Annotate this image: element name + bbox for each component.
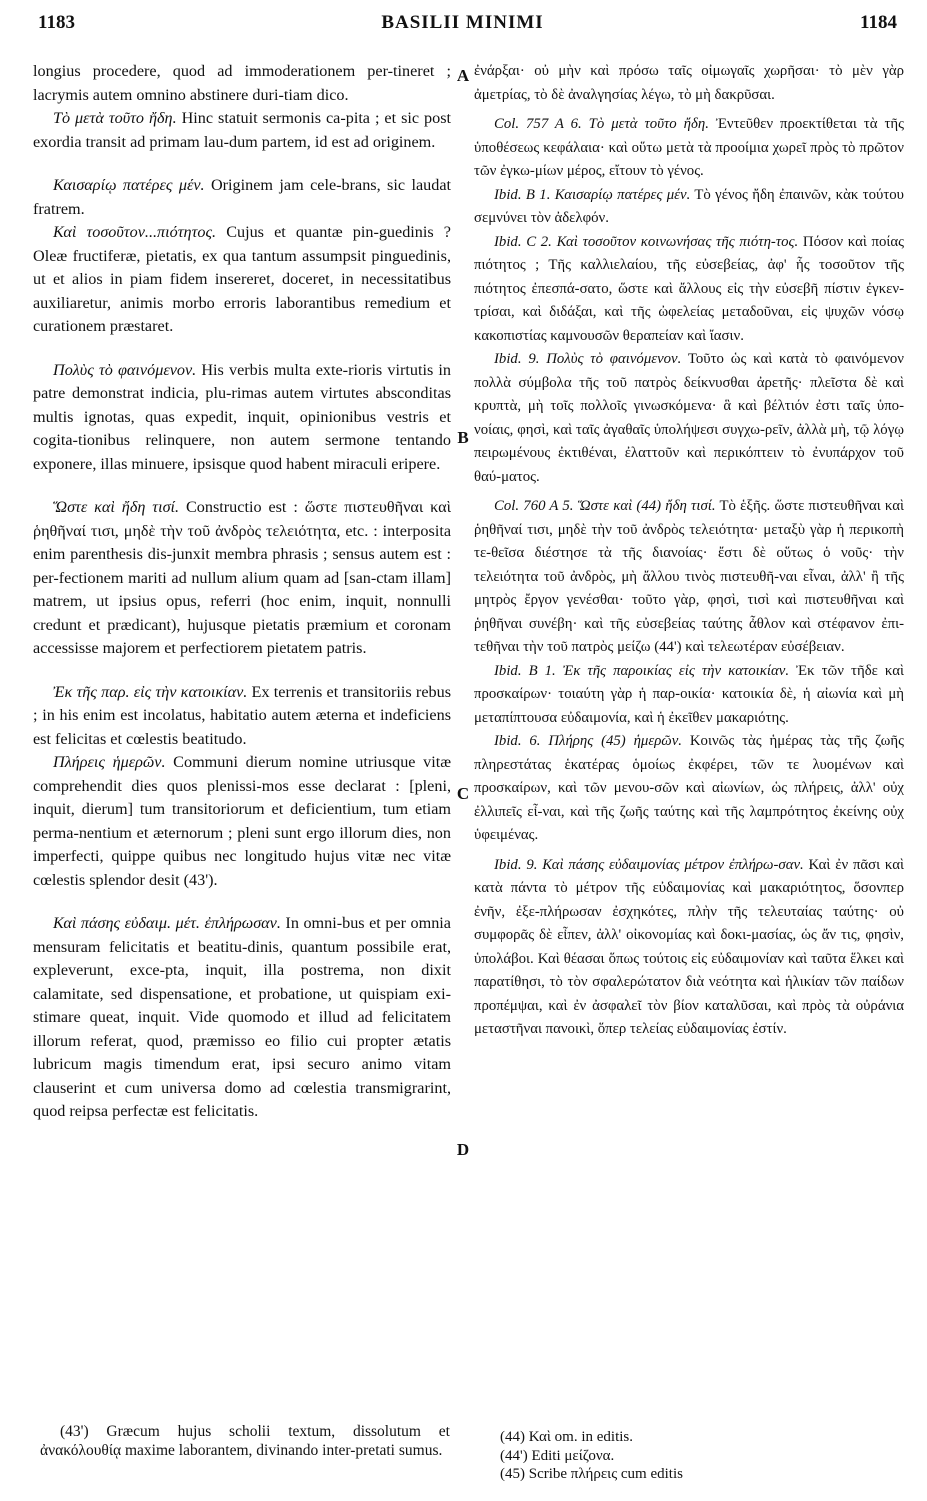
section-marker-b: B [457,428,469,447]
greek-paragraph: Ibid. C 2. Καὶ τοσοῦτον κοινωνήσας τῆς πιότη-τος. Πόσον καὶ ποίας πιότητος ; Τῆς καλλιελαίου, τῆς εὐσεβείας, ἀφ' ἧς τοσοῦτον τῆς πιότητος ἐπεσπά-σατο, ὥστε καὶ ἄλλους εἰς τὴν εὐσεβῆ πίστιν ἐγκεν-τρίσαι, καὶ διδάξαι, καὶ τῆς ὠφελείας μεταδοῦναι, εἰς ψυχῶν νόσῳ κακοπιστίας καμνουσῶν θεραπείαν καὶ ἴασιν. [474,233,904,344]
footnote: (44') Editi μείζονα. [500,1447,615,1464]
latin-column [33,60,451,1124]
footnote: (43') Græcum hujus scholii textum, dissolutum et ἀνακόλουθίᾳ maxime laborantem, divinando inter-pretati sumus. [40,1423,450,1459]
greek-paragraph: Ibid. 9. Καὶ πάσης εὐδαιμονίας μέτρον ἐπλήρω-σαν. Καὶ ἐν πᾶσι καὶ κατὰ πάντα τὸ μέτρον τῆς εὐδαιμονίας καὶ μακαριότητος, ὅσονπερ ἐνῆν, ἐξε-πλήρωσαν ἐσχηκότες, πλὴν τῆς τελευταίας ταύτης· οὐ συμφορᾶς δὲ εἶπεν, ἀλλ' οἰκονομίας καὶ δοκι-μασίας, ὡς ἄν τις, φησὶν, ὑπολάβοι. Καὶ θέασαι ὅπως τούτοις εἰς εὐδαιμονίαν καὶ ταῦτα ἕλκει καὶ παρατίθησι, τὸ τὸν σφαλερώτατον διὰ νεότητα καὶ ἡλικίαν τῶν παίδων προπέμψαι, καὶ ἐν ἀσφαλεῖ τὸν βίον καταλῦσαι, καὶ πρὸς τὰ οὐράνια μεταστῆναι πανοικὶ, ὅπερ τελείας εὐδαιμονίας ἐστίν. [474,856,904,1037]
greek-paragraph: Ibid. B 1. Ἐκ τῆς παροικίας εἰς τὴν κατοικίαν. Ἐκ τῶν τῆδε καὶ προσκαίρων· τοιαύτη γὰρ ἡ παρ-οικία· κατοικία δὲ, ἡ αἰωνία καὶ μὴ μεταπίπτουσα εὐδαιμονία, καὶ ἡ ἐκεῖθεν μακαριότης. [474,662,904,726]
greek-paragraph: Col. 757 A 6. Τὸ μετὰ τοῦτο ἤδη. Ἐντεῦθεν προεκτίθεται τὰ τῆς ὑποθέσεως κεφάλαια· καὶ οὕτω μετὰ τὰ προοίμια χωρεῖ πρὸς τὸ πρῶτον τῶν ἐγκω-μίων μέρος, εἴτουν τὸ γένος. [474,116,904,179]
latin-paragraph: longius procedere, quod ad immoderationem per-tineret ; lacrymis autem omnino abstinere duri-tiam dico. [33,62,451,104]
section-marker-a: A [456,66,470,85]
greek-paragraph: ἐνάρξαι· οὐ μὴν καὶ πρόσω ταῖς οἰμωγαῖς χωρῆσαι· τὸ μὲν γὰρ ἀμετρίας, τὸ δὲ ἀναλγησίας λέγω, τὸ μὴ δακρῦσαι. [474,63,904,103]
latin-paragraph: Καὶ τοσοῦτον...πιότητος. Cujus et quantæ pin-guedinis ? Oleæ fructiferæ, pietatis, ex qua tantum assumpsit pinguedinis, ut et alios in piam fidem insereret, doceret, in necessitatibus auxiliaretur, animis morbo erroris laborantibus remedium et curationem præstaret. [33,223,451,335]
greek-column [474,60,904,1042]
latin-paragraph: Καισαρίῳ πατέρες μέν. Originem jam cele-brans, sic laudat fratrem. [33,176,452,218]
greek-paragraph: Col. 760 A 5. Ὥστε καὶ (44) ἤδη τισί. Τὸ ἑξῆς. ὥστε πιστευθῆναι καὶ ῥηθῆναί τισι, μηδὲ τὴν τοῦ ἀνδρὸς τελειότητα· μεταξὺ γὰρ ἡ περικοπὴ τε-θεῖσα διέστησε τὰ τῆς διανοίας· ἔστι δὲ οὕτως ὁ νοῦς· τὴν τελειότητα τοῦ ἀνδρὸς, μὴ ἄλλου τινὸς πιστευθῆ-ναι εἶναι, ἀλλ' ἢ τῆς μητρὸς ἔργον γενέσθαι· τοῦτο γὰρ, φησὶ, τισὶ καὶ πιστευθῆναι καὶ ῥηθῆναι συνέβη· καὶ τῆς εὐσεβείας ταύτης ἆθλον καὶ στέφανον ἐπι-τεθῆναι τὴν τοῦ πατρὸς μείζω (44') καὶ τελεωτέραν εὐσέβειαν. [474,498,904,655]
right-page-number: 1184 [860,12,897,33]
latin-paragraph: Πολὺς τὸ φαινόμενον. His verbis multa exte-rioris virtutis in patre demonstrat indicia, plu-rimas autem virtutes absconditas multis ignotas, quas expedit, inquit, opinionibus vestris et cogita-tionibus relinquere, non autem sermone tentando exponere, illas minuere, ipsisque quod habent miraculi eripere. [33,360,451,473]
left-page-number: 1183 [38,12,75,33]
greek-paragraph: Ibid. 6. Πλήρης (45) ἡμερῶν. Κοινῶς τὰς ἡμέρας τὰς τῆς ζωῆς πληρεστάτας ἑκατέρας ὁμοίως ἐκφέρει, τῶν τε λυομένων καὶ προσκαίρων, καὶ τῶν μενου-σῶν καὶ αἰωνίων, ὡς πλήρεις, ἀλλ' οὐχ ἐλλιπεῖς εἶ-ναι, καὶ τῆς ζωῆς ταύτης καὶ τῆς λαμπρότητος ἐκείνης οὐχ ὑφειμένας. [474,733,904,843]
latin-paragraph: Ὥστε καὶ ἤδη τισί. Constructio est : ὥστε πιστευθῆναι καὶ ῥηθῆναί τισι, μηδὲ τὴν τοῦ ἀνδρὸς τελειότητα, etc. : interposita enim parenthesis dis-junxit membra phrasis ; sensus autem est : per-fectionem mariti ad nullum alium quam ad [san-ctam illam] matrem, ut ipsius opus, referri (hoc enim, inquit, nonnulli credunt et prædicant), hujusque pietatis præmium et coronam accessisse majorem et perfectiorem pietatem patris. [33,498,452,657]
footnotes-right [500,1428,880,1484]
running-header [28,10,897,40]
greek-paragraph: Ibid. B 1. Καισαρίῳ πατέρες μέν. Τὸ γένος ἤδη ἐπαινῶν, κὰκ τούτου σεμνύνει τὸν ἀδελφόν. [474,186,904,226]
latin-paragraph: Τὸ μετὰ τοῦτο ἤδη. Hinc statuit sermonis ca-pita ; et sic post exordia transit ad primam lau-dum partem, id est ad originem. [33,109,451,151]
footnote: (45) Scribe πλήρεις cum editis [500,1466,683,1482]
section-marker-c: C [456,784,470,803]
running-title: BASILII MINIMI [381,12,544,33]
latin-paragraph: Καὶ πάσης εὐδαιμ. μέτ. ἐπλήρωσαν. In omni-bus et per omnia mensuram felicitatis et beatitu-dinis, quantum possibile erat, expleverunt, exce-pta, inquit, illa postrema, non dixit calamitate, sed dispensatione, et probatione, ut quispiam exi-stimare queat, inquit. Vide quomodo et illud ad felicitatem illorum referat, quod, præmisso eo filio cui propter ætatis lubricum magis timendum erat, ipsi securo animo vitam clauserint et cum universa domo ad cœlestia transmigrarint, quod reipsa perfectæ est felicitatis. [33,914,451,1120]
footnote: (44) Καὶ om. in editis. [500,1429,633,1445]
footnotes-left [40,1422,450,1460]
greek-paragraph: Ibid. 9. Πολὺς τὸ φαινόμενον. Τοῦτο ὡς καὶ κατὰ τὸ φαινόμενον πολλὰ σύμβολα τῆς τοῦ πατρὸς δείκνυσθαι ἀρετῆς· πλεῖστα δὲ καὶ κρυπτὰ, μὴ τοῖς πολλοῖς γινωσκόμενα· ἃ καὶ βέλτιόν ἐστι ταῖς ὑπο-νοίαις, φησὶ, καὶ ταῖς ἀγαθαῖς ὑπολήψεσι συγχω-ρεῖν, ἀλλὰ μὴ, τῷ λόγῳ πειρωμένους ἐκτιθέναι, ἐλαττοῦν καὶ περικόπτειν τὸ ἐνυπάρχον τοῦ θαύ-ματος. [474,351,904,485]
latin-paragraph: Πλήρεις ἡμερῶν. Communi dierum nomine utriusque vitæ comprehendit dies quos plenissi-mos esse declarat : [pleni, inquit, dierum] tum transitoriorum et deficientium, tum etiam perma-nentium et æternorum ; pleni sunt ergo illorum dies, non imperfecti, quippe quibus nec longitudo hujus vitæ nec vitæ cœlestis splendor desit (43'). [33,753,451,889]
latin-paragraph: Ἐκ τῆς παρ. εἰς τὴν κατοικίαν. Ex terrenis et transitoriis rebus ; in his enim est incolatus, habitatio autem æterna et indeficiens est felicitas et cœlestis beatitudo. [33,682,451,748]
section-marker-d: D [456,1140,470,1159]
